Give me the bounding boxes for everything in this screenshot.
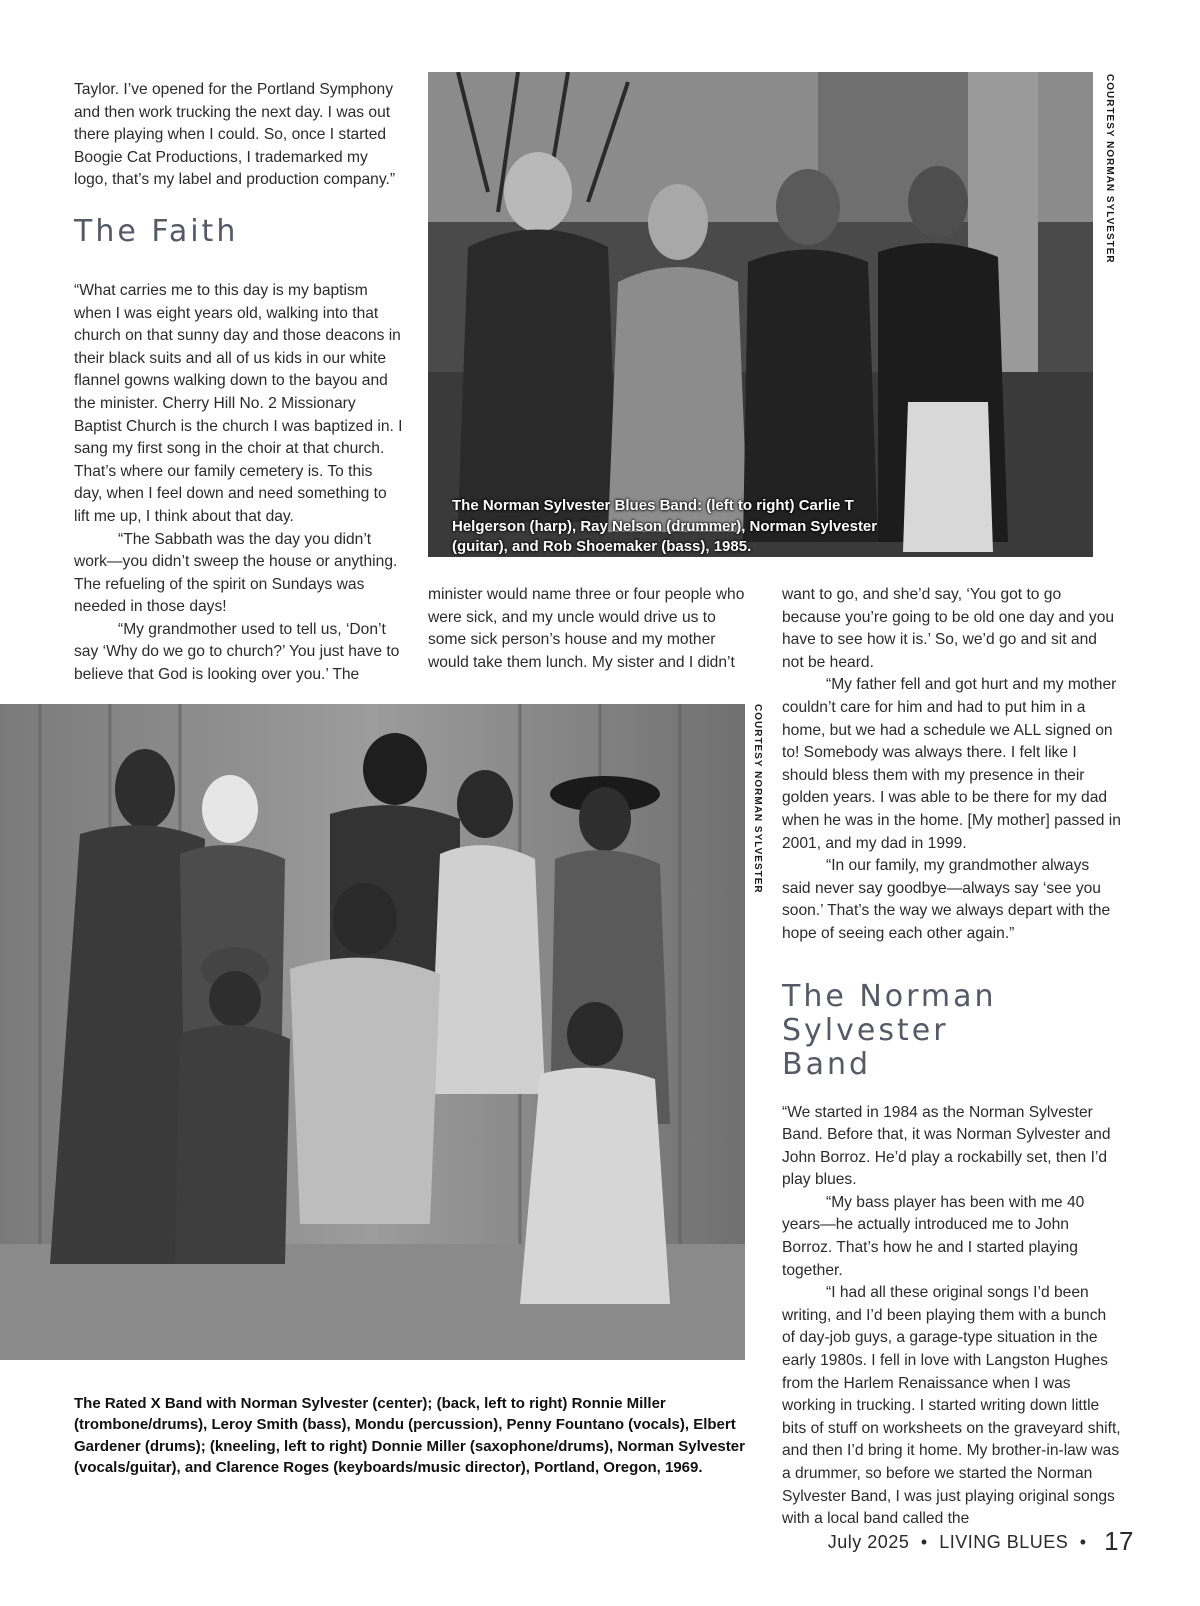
band-paragraph-1: “We started in 1984 as the Norman Sylvester Band. Before that, it was Norman Sylvester and John Borroz. He’d play a rockabilly set, then I’d play blues. bbox=[782, 1103, 1111, 1189]
photo-credit-bottom: COURTESY NORMAN SYLVESTER bbox=[752, 704, 763, 894]
page-number: 17 bbox=[1104, 1526, 1134, 1556]
section-heading-faith: The Faith bbox=[74, 213, 239, 249]
family-paragraph-1: want to go, and she’d say, ‘You got to go because you’re going to be old one day and you have to see how it is.’ So, we’d go and sit and not be heard. bbox=[782, 586, 1115, 671]
footer-bullet: • bbox=[1079, 1532, 1087, 1552]
footer-issue-date: July 2025 bbox=[827, 1532, 910, 1552]
photo-credit-top: COURTESY NORMAN SYLVESTER bbox=[1104, 74, 1115, 264]
section-heading-band-line-2: Sylvester bbox=[782, 1012, 949, 1048]
footer-magazine-name: LIVING BLUES bbox=[939, 1532, 1069, 1552]
family-paragraph-3: “In our family, my grandmother always said never say goodbye—always say ‘see you soon.’ That’s the way we always depart with the hope of seeing each other again.” bbox=[782, 857, 1111, 942]
photo-caption-rated-x-band: The Rated X Band with Norman Sylvester (center); (back, left to right) Ronnie Miller (trombone/drums), Leroy Smith (bass), Mondu (percussion), Penny Fountano (vocals), Elbert Gardener (drums); (kneeling, left to right) Donnie Miller (saxophone/drums), Norman Sylvester (vocals/guitar), and Clarence Roges (keyboards/music director), Portland, Oregon, 1969. bbox=[74, 1395, 745, 1477]
section-heading-band bbox=[782, 980, 1122, 1082]
column-three bbox=[782, 584, 1122, 1531]
faith-paragraph-3: “My grandmother used to tell us, ‘Don’t say ‘Why do we go to church?’ You just have to believe that God is looking over you.’ The bbox=[74, 620, 400, 684]
column-two-paragraph: minister would name three or four people who were sick, and my uncle would drive us to some sick person’s house and my mother would take them lunch. My sister and I didn’t bbox=[428, 586, 745, 671]
faith-paragraph-2: “The Sabbath was the day you didn’t work—you didn’t sweep the house or anything. The refueling of the spirit on Sundays was needed in those days! bbox=[74, 530, 398, 616]
intro-paragraph: Taylor. I’ve opened for the Portland Symphony and then work trucking the next day. I was out there playing when I could. So, once I started Boogie Cat Productions, I trademarked my logo, that’s my label and production company.” bbox=[74, 81, 396, 189]
photo-caption-blues-band: The Norman Sylvester Blues Band: (left to right) Carlie T Helgerson (harp), Ray Nelson (drummer), Norman Sylvester (guitar), and Rob Shoemaker (bass), 1985. bbox=[452, 497, 878, 555]
band-paragraph-3: “I had all these original songs I’d been writing, and I’d been playing them with a bunch of day-job guys, a garage-type situation in the early 1980s. I fell in love with Langston Hughes from the Harlem Renaissance when I was working in trucking. I started writing down little bits of stuff on worksheets on the graveyard shift, and then I’d bring it home. My brother-in-law was a drummer, so before we started the Norman Sylvester Band, I was just playing original songs with a local band called the bbox=[782, 1284, 1121, 1528]
photo-blues-band-1985 bbox=[428, 72, 1093, 557]
column-two bbox=[428, 584, 758, 674]
band-paragraph-2: “My bass player has been with me 40 years—he actually introduced me to John Borroz. That’s how he and I started playing together. bbox=[782, 1193, 1085, 1279]
page-footer bbox=[828, 1526, 1134, 1557]
section-heading-band-line-1: The Norman bbox=[782, 978, 997, 1014]
footer-bullet: • bbox=[920, 1532, 928, 1552]
section-heading-band-line-3: Band bbox=[782, 1046, 872, 1082]
band-photo-illustration bbox=[428, 72, 1093, 557]
rated-x-photo-illustration bbox=[0, 704, 745, 1360]
photo-rated-x-band-1969 bbox=[0, 704, 745, 1360]
faith-paragraph-1: “What carries me to this day is my baptism when I was eight years old, walking into that church on that sunny day and those deacons in their black suits and all of us kids in our white flannel gowns walking down to the bayou and the minister. Cherry Hill No. 2 Missionary Baptist Church is the church I was baptized in. I sang my first song in the choir at that church. That’s where our family cemetery is. To this day, when I feel down and need something to lift me up, I think about that day. bbox=[74, 281, 403, 525]
column-one bbox=[74, 79, 404, 687]
family-paragraph-2: “My father fell and got hurt and my mother couldn’t care for him and had to put him in a home, but we had a schedule we ALL signed on to! Somebody was always there. I felt like I should bless them with my presence in their golden years. I was able to be there for my dad when he was in the home. [My mother] passed in 2001, and my dad in 1999. bbox=[782, 676, 1121, 852]
